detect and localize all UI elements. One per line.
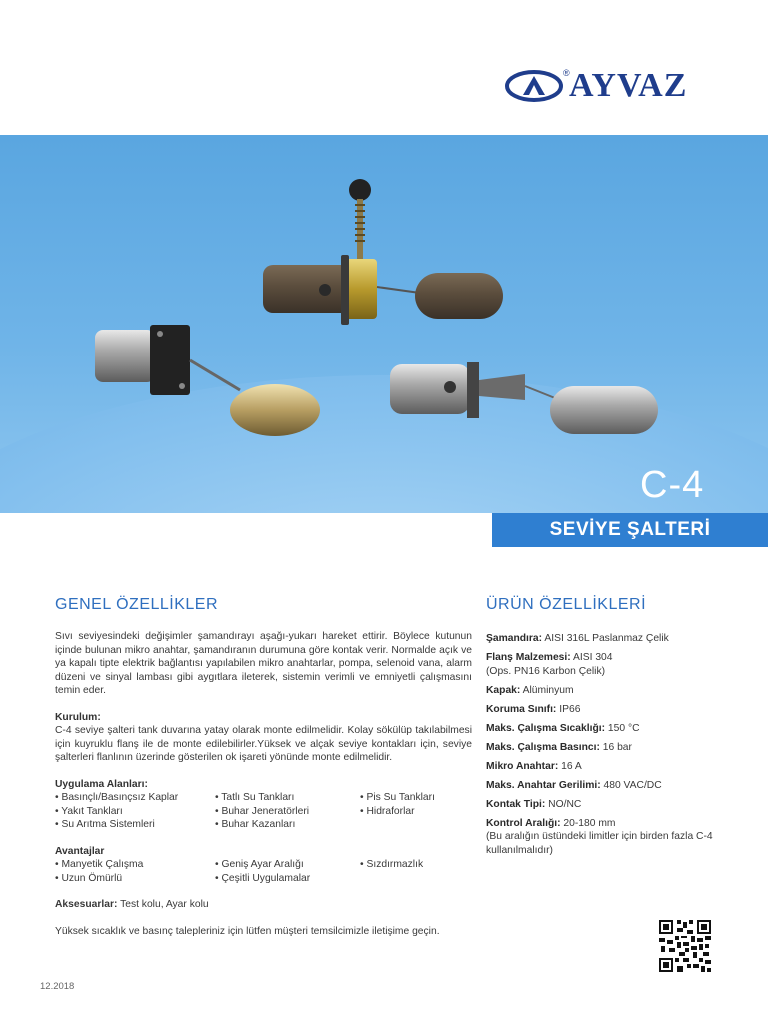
brand-name: AYVAZ [569,67,688,104]
list-item [360,818,472,832]
spec-value: 480 VAC/DC [600,779,662,791]
spec-label: Kontak Tipi: [486,798,546,810]
list-item: • Pis Su Tankları [360,792,435,803]
spec-extra: (Ops. PN16 Karbon Çelik) [486,665,606,677]
spec-value: Alüminyum [520,684,574,696]
spec-label: Maks. Çalışma Sıcaklığı: [486,722,606,734]
spec-label: Kontrol Aralığı: [486,817,561,829]
general-features [55,630,472,951]
list-item: • Buhar Jeneratörleri [215,805,310,817]
spec-row [486,779,736,793]
spec-label: Maks. Çalışma Basıncı: [486,741,600,753]
registered-mark: ® [563,68,570,78]
spec-row [486,722,736,736]
general-features-title: GENEL ÖZELLİKLER [55,596,219,613]
installation-text: C-4 seviye şalteri tank duvarına yatay olarak monte edilmelidir. Kolay sökülüp takılabilmesi için kuyruklu flanş ile de monte edilebilirler.Yüksek ve alçak seviye kontakları için, seviye şalterleri flanlının üzerinde gösterilen ok işareti yönünde monte edilmelidir. [55,725,472,763]
spec-row [486,651,736,678]
spec-label: Mikro Anahtar: [486,760,559,772]
spec-row [486,703,736,717]
spec-label: Koruma Sınıfı: [486,703,557,715]
list-item: • Tatlı Su Tankları [215,792,295,803]
product-image-left [90,320,325,445]
spec-row [486,760,736,774]
spec-value: 16 A [558,760,582,772]
spec-extra: (Bu aralığın üstündeki limitler için birden fazla C-4 kullanılmalıdır) [486,831,713,856]
applications-list [55,791,472,832]
product-features-title: ÜRÜN ÖZELLİKLERİ [486,596,647,613]
spec-value: 150 °C [605,722,640,734]
installation-label: Kurulum: [55,711,101,723]
list-item: • Basınçlı/Basınçsız Kaplar [55,792,179,803]
installation-paragraph [55,711,472,765]
spec-label: Şamandıra: [486,633,543,644]
applications-label: Uygulama Alanları: [55,778,148,790]
ayvaz-logo-icon [505,70,563,102]
qr-code-icon[interactable] [659,920,711,972]
spec-value: 20-180 mm [560,817,616,829]
accessories-label: Aksesuarlar: [55,899,118,910]
list-item: • Sızdırmazlık [360,859,424,870]
accessories-text: Test kolu, Ayar kolu [117,899,209,910]
list-item [360,872,472,886]
spec-label: Kapak: [486,684,521,696]
spec-value: AISI 316L Paslanmaz Çelik [542,633,669,644]
intro-paragraph: Sıvı seviyesindeki değişimler şamandırayı aşağı-yukarı hareket ettirir. Böylece kutunun içinde bulunan mikro anahtar, şamandıranın durumuna göre kontak verir. Normalde açık ve ya kapalı tipte elektrik bağlantısı yapılabilen mikro anahtarlar, pompa, selenoid vana, alarm düzeni ve sinyal lambası gibi aygıtlara ileterek, sistemin verimli ve emniyetli çalışmasını temin eder. [55,631,472,696]
spec-value: AISI 304 [570,652,613,663]
spec-value: IP66 [556,703,581,715]
spec-row [486,741,736,755]
contact-note: Yüksek sıcaklık ve basınç talepleriniz için lütfen müşteri temsilcimizle iletişime geçin. [55,925,440,937]
list-item: • Yakıt Tankları [55,805,123,817]
spec-row [486,684,736,698]
spec-row [486,798,736,812]
list-item: • Buhar Kazanları [215,819,296,830]
list-item: • Geniş Ayar Aralığı [215,859,304,870]
product-image-right [385,360,665,445]
model-name: C-4 [640,464,705,506]
spec-value: NO/NC [545,798,582,810]
accessories-line [55,898,472,912]
spec-row [486,817,736,858]
advantages-list [55,858,472,885]
product-category-band: SEVİYE ŞALTERİ [492,513,768,547]
hero-banner [0,135,768,513]
product-image-center [255,175,510,340]
list-item: • Çeşitli Uygulamalar [215,872,311,884]
spec-row [486,632,736,646]
advantages-label: Avantajlar [55,845,105,857]
document-date: 12.2018 [40,981,75,992]
brand-logo [505,66,717,106]
list-item: • Manyetik Çalışma [55,859,144,870]
product-specs [486,632,736,863]
spec-value: 16 bar [599,741,632,753]
spec-label: Flanş Malzemesi: [486,652,571,663]
spec-label: Maks. Anahtar Gerilimi: [486,779,601,791]
list-item: • Hidraforlar [360,805,415,817]
list-item: • Uzun Ömürlü [55,872,123,884]
list-item: • Su Arıtma Sistemleri [55,819,155,830]
